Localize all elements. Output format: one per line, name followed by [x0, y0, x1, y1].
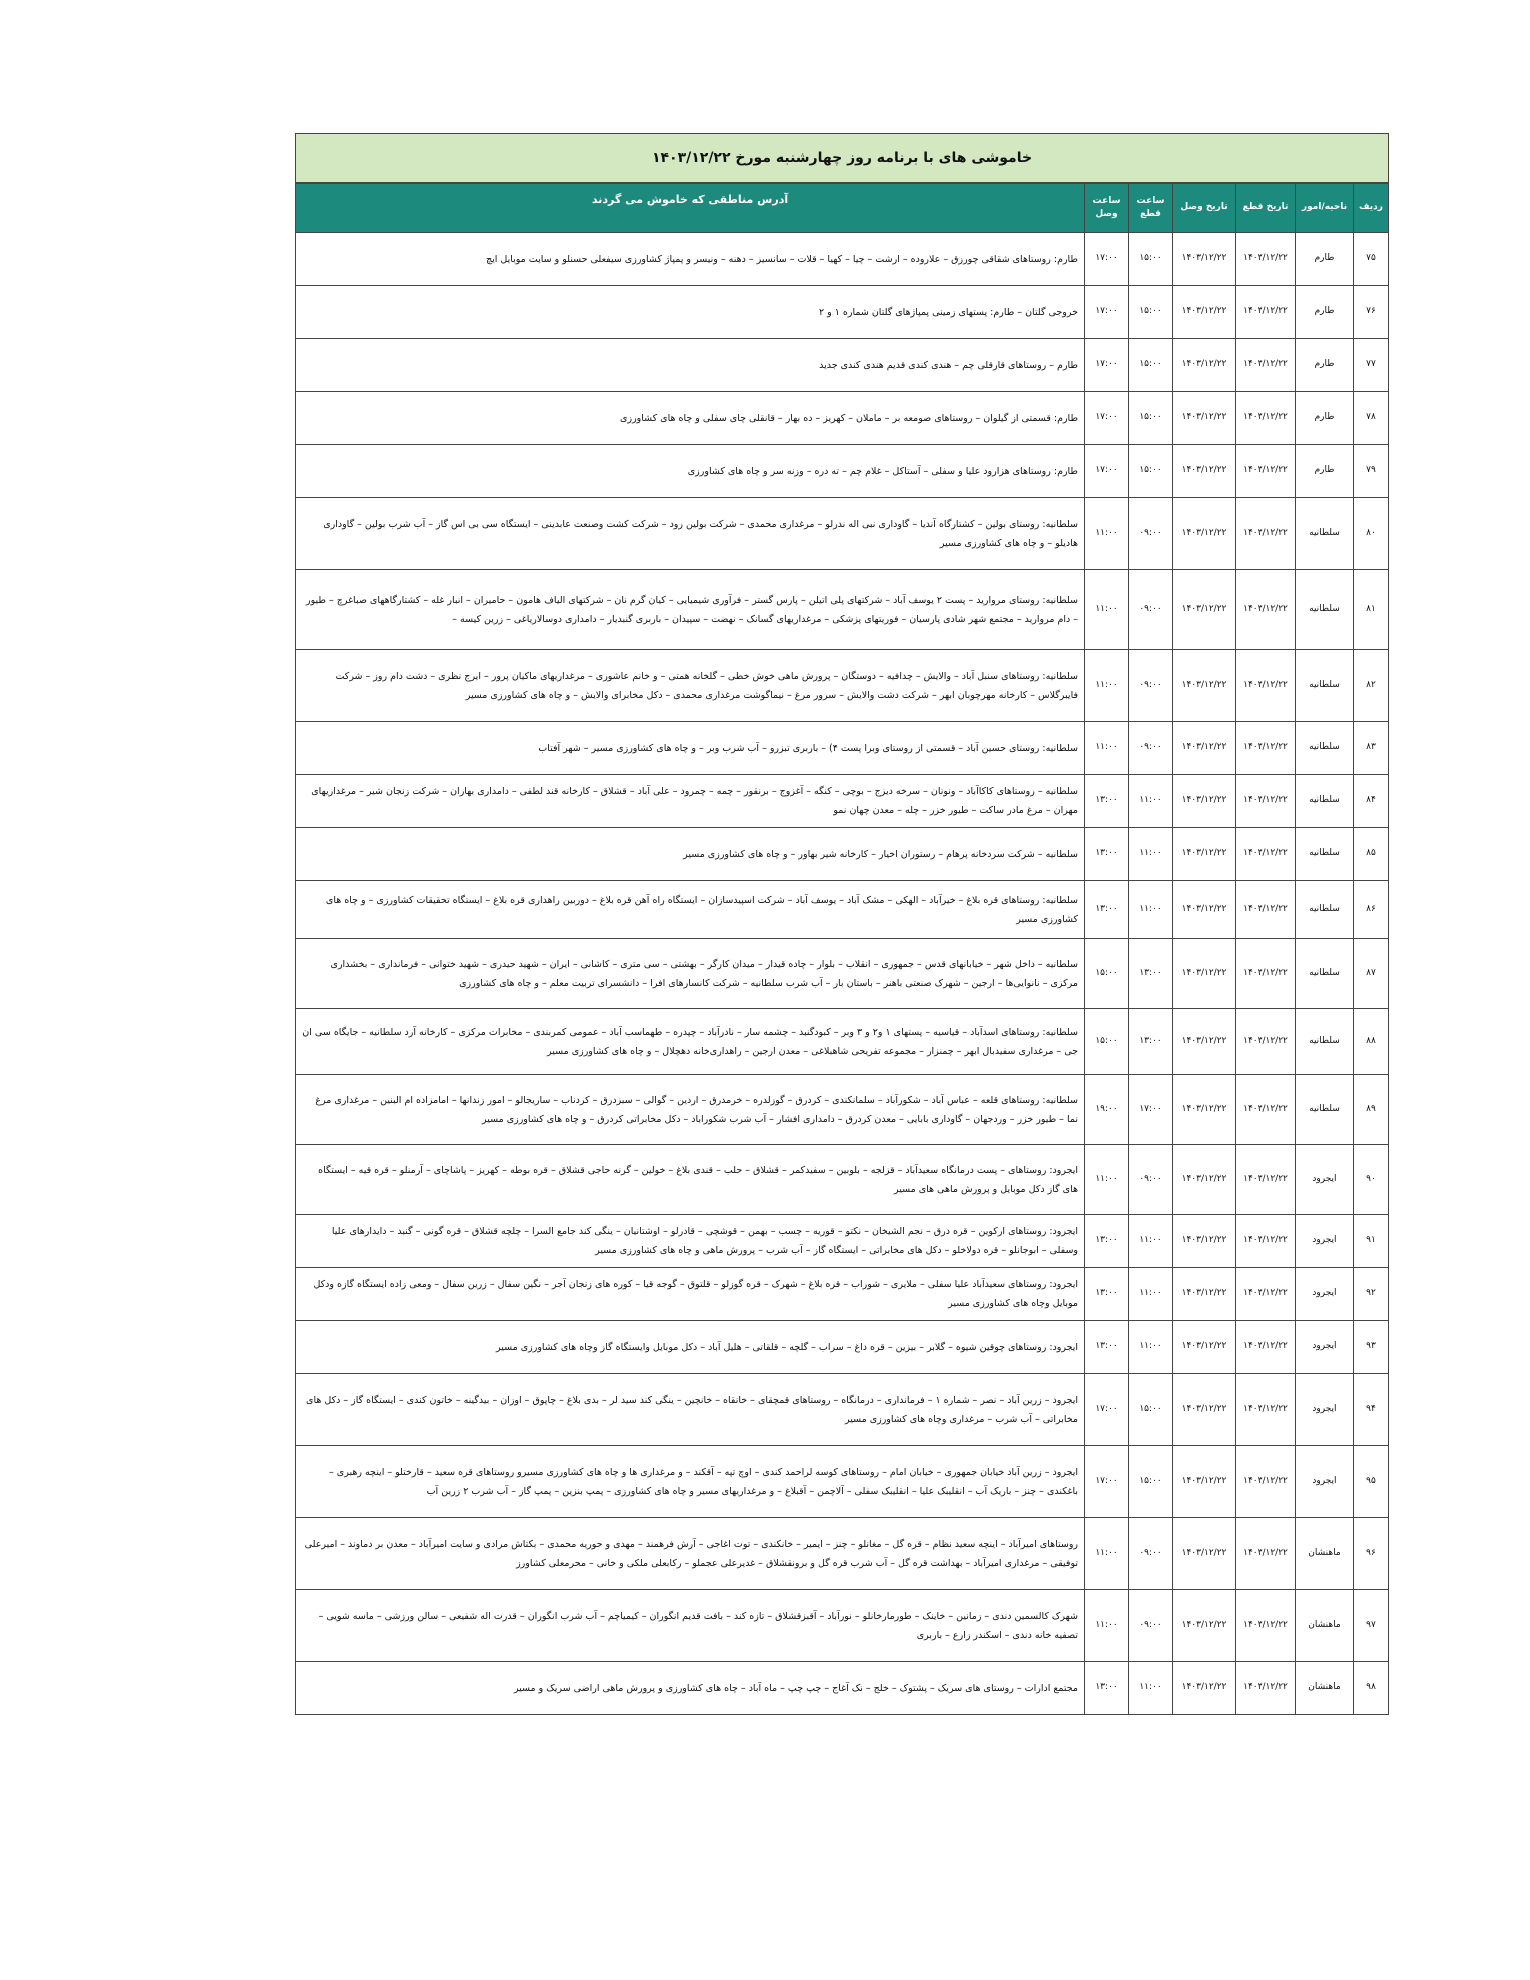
row-connect-date: ۱۴۰۳/۱۲/۲۲	[1173, 1075, 1236, 1145]
row-cut-time: ۱۵:۰۰	[1129, 445, 1173, 498]
row-cut-time: ۱۱:۰۰	[1129, 828, 1173, 881]
row-number: ۸۹	[1354, 1075, 1389, 1145]
row-cut-date: ۱۴۰۳/۱۲/۲۲	[1236, 1662, 1296, 1715]
row-cut-date: ۱۴۰۳/۱۲/۲۲	[1236, 392, 1296, 445]
table-row	[296, 445, 1389, 498]
row-connect-time: ۱۵:۰۰	[1085, 939, 1129, 1009]
row-cut-time: ۱۱:۰۰	[1129, 1321, 1173, 1374]
row-area: سلطانیه	[1296, 1009, 1354, 1075]
row-connect-time: ۱۷:۰۰	[1085, 233, 1129, 286]
row-area: سلطانیه	[1296, 650, 1354, 722]
header-row-number: ردیف	[1354, 184, 1389, 233]
table-row	[296, 1518, 1389, 1590]
row-address: ایجرود: روستاهای چوقین شیوه – گلابر – بیزین – قره داغ – سراب – گلچه – قلقاتی – هلیل آباد – دکل موبایل وایستگاه گاز وچاه های کشاورزی مسیر	[296, 1321, 1085, 1374]
row-connect-time: ۱۳:۰۰	[1085, 1662, 1129, 1715]
row-connect-date: ۱۴۰۳/۱۲/۲۲	[1173, 1009, 1236, 1075]
row-cut-time: ۱۱:۰۰	[1129, 881, 1173, 939]
row-address: ایجرود – زرین آباد خیابان جمهوری – خیابان امام – روستاهای کوسه لراحمد کندی – اوچ تپه – آقکند – و مرغداری ها و چاه های کشاورزی مسیرو روستاهای قره سعید – قارختلو – اینچه رهبری – باغکندی – چنز – باریک آب – انقلیبک علیا – انقلیبک سفلی – آلاچمن – آقبلاغ – و مرغداریهای مسیر و چاه های کشاورزی – پمپ بنزین – پمپ گاز – آب شرب ۲ زرین آب	[296, 1446, 1085, 1518]
row-cut-time: ۱۱:۰۰	[1129, 1662, 1173, 1715]
row-number: ۸۰	[1354, 498, 1389, 570]
row-number: ۷۵	[1354, 233, 1389, 286]
row-cut-date: ۱۴۰۳/۱۲/۲۲	[1236, 775, 1296, 828]
row-cut-time: ۱۱:۰۰	[1129, 1215, 1173, 1268]
row-cut-time: ۰۹:۰۰	[1129, 722, 1173, 775]
row-cut-date: ۱۴۰۳/۱۲/۲۲	[1236, 1518, 1296, 1590]
row-connect-time: ۱۷:۰۰	[1085, 286, 1129, 339]
row-connect-date: ۱۴۰۳/۱۲/۲۲	[1173, 1268, 1236, 1321]
row-connect-time: ۱۷:۰۰	[1085, 1446, 1129, 1518]
row-cut-time: ۰۹:۰۰	[1129, 1145, 1173, 1215]
row-cut-date: ۱۴۰۳/۱۲/۲۲	[1236, 1145, 1296, 1215]
table-row	[296, 286, 1389, 339]
table-row	[296, 233, 1389, 286]
row-cut-date: ۱۴۰۳/۱۲/۲۲	[1236, 1446, 1296, 1518]
row-connect-date: ۱۴۰۳/۱۲/۲۲	[1173, 881, 1236, 939]
row-connect-time: ۱۹:۰۰	[1085, 1075, 1129, 1145]
row-cut-date: ۱۴۰۳/۱۲/۲۲	[1236, 339, 1296, 392]
row-number: ۹۲	[1354, 1268, 1389, 1321]
row-area: سلطانیه	[1296, 570, 1354, 650]
table-row	[296, 775, 1389, 828]
table-row	[296, 650, 1389, 722]
table-row	[296, 939, 1389, 1009]
row-cut-date: ۱۴۰۳/۱۲/۲۲	[1236, 722, 1296, 775]
row-number: ۸۲	[1354, 650, 1389, 722]
table-row	[296, 570, 1389, 650]
row-connect-date: ۱۴۰۳/۱۲/۲۲	[1173, 1374, 1236, 1446]
row-area: سلطانیه	[1296, 828, 1354, 881]
row-area: ایجرود	[1296, 1268, 1354, 1321]
row-cut-time: ۰۹:۰۰	[1129, 1590, 1173, 1662]
row-cut-date: ۱۴۰۳/۱۲/۲۲	[1236, 881, 1296, 939]
row-connect-time: ۱۳:۰۰	[1085, 775, 1129, 828]
row-area: ماهنشان	[1296, 1590, 1354, 1662]
header-connect-date: تاریخ وصل	[1173, 184, 1236, 233]
header-area: ناحیه/امور	[1296, 184, 1354, 233]
row-number: ۹۸	[1354, 1662, 1389, 1715]
table-row	[296, 392, 1389, 445]
row-cut-date: ۱۴۰۳/۱۲/۲۲	[1236, 498, 1296, 570]
row-connect-date: ۱۴۰۳/۱۲/۲۲	[1173, 498, 1236, 570]
row-connect-date: ۱۴۰۳/۱۲/۲۲	[1173, 1446, 1236, 1518]
row-area: طارم	[1296, 392, 1354, 445]
row-address: سلطانیه – داخل شهر – خیابانهای قدس – جمهوری – انقلاب – بلوار – چاده قیدار – میدان کارگر – بهشتی – سی متری – کاشانی – ایران – شهید حیدری – شهید ختوانی – فرمانداری – بخشداری مرکزی – نانوایی‌ها – ارجین – شهرک صنعتی باهنر – باستان بار – آب شرب سلطانیه – شرکت کانسارهای افرا – دانشسرای تربیت معلم – و چاه های کشاورزی	[296, 939, 1085, 1009]
row-address: ایجرود – زرین آباد – نصر – شماره ۱ – فرمانداری – درمانگاه – روستاهای قمچقای – خانقاه – خانچین – ینگی کند سید لر – بدی بلاغ – چاپوق – اوزان – بیدگینه – خاتون کندی – ایستگاه گاز – دکل های مخابراتی – آب شرب – مرغداری وچاه های کشاورزی مسیر	[296, 1374, 1085, 1446]
row-connect-time: ۱۳:۰۰	[1085, 828, 1129, 881]
row-number: ۹۱	[1354, 1215, 1389, 1268]
row-connect-time: ۱۳:۰۰	[1085, 881, 1129, 939]
row-number: ۹۷	[1354, 1590, 1389, 1662]
row-address: ایجرود: روستاهای ارکوین – قره درق – نجم الشیخان – نکتو – قوریه – چسب – بهمن – قوشچی – قادرلو – اوشتانیان – ینگی کند جامع السرا – چلچه قشلاق – قره گونی – گنبد – دایدارهای علیا وسفلی – ابوجانلو – قره دولاخلو – دکل های مخابراتی – ایستگاه گاز – آب شرب – پرورش ماهی و چاه های کشاورزی مسیر	[296, 1215, 1085, 1268]
row-cut-date: ۱۴۰۳/۱۲/۲۲	[1236, 650, 1296, 722]
table-row	[296, 881, 1389, 939]
row-number: ۸۳	[1354, 722, 1389, 775]
row-number: ۸۵	[1354, 828, 1389, 881]
row-address: ایجرود: روستاهای – پست درمانگاه سعیدآباد – قزلجه – بلوبین – سفیدکمر – قشلاق – حلب – قندی بلاغ – خولین – گرنه حاجی قشلاق – قره بوطه – کهریز – پاشاچای – آرمنلو – قره قیه – ایستگاه های گاز دکل موبایل و پرورش ماهی های مسیر	[296, 1145, 1085, 1215]
row-connect-date: ۱۴۰۳/۱۲/۲۲	[1173, 1321, 1236, 1374]
row-cut-date: ۱۴۰۳/۱۲/۲۲	[1236, 1215, 1296, 1268]
row-connect-date: ۱۴۰۳/۱۲/۲۲	[1173, 445, 1236, 498]
row-address: طارم: روستاهای شقاقی چورزق – علاروده – ارشت – چیا – کهیا – قلات – سانسیز – دهنه – ونیسر و پمپاژ کشاورزی سیفعلی حسنلو و سایت موبایل ایچ	[296, 233, 1085, 286]
row-cut-time: ۱۳:۰۰	[1129, 939, 1173, 1009]
row-address: خروجی گلتان – طارم: پستهای زمینی پمپاژهای گلتان شماره ۱ و ۲	[296, 286, 1085, 339]
row-connect-date: ۱۴۰۳/۱۲/۲۲	[1173, 1518, 1236, 1590]
row-number: ۷۶	[1354, 286, 1389, 339]
row-connect-date: ۱۴۰۳/۱۲/۲۲	[1173, 286, 1236, 339]
row-area: طارم	[1296, 233, 1354, 286]
row-area: ایجرود	[1296, 1145, 1354, 1215]
table-row	[296, 1662, 1389, 1715]
row-area: ایجرود	[1296, 1215, 1354, 1268]
row-number: ۷۹	[1354, 445, 1389, 498]
row-connect-date: ۱۴۰۳/۱۲/۲۲	[1173, 339, 1236, 392]
row-address: سلطانیه: روستاهای قلعه – عباس آباد – شکورآباد – سلمانکندی – کردرق – گوزلدره – خرمدرق – اردین – گوالی – سبزدرق – کردناب – ساریجالو – امور زندانها – امامزاده ام البنین – مرغداری مرغ نما – طیور خزر – وردجهان – گاوداری بابایی – معدن کردرق – دامداری افشار – آب شرب شکوراباد – دکل مخابراتی کردرق – و چاه های کشاورزی مسیر	[296, 1075, 1085, 1145]
row-connect-time: ۱۳:۰۰	[1085, 1321, 1129, 1374]
outage-table-sheet	[295, 133, 1389, 1715]
table-row	[296, 339, 1389, 392]
row-cut-time: ۰۹:۰۰	[1129, 570, 1173, 650]
row-connect-date: ۱۴۰۳/۱۲/۲۲	[1173, 1590, 1236, 1662]
row-cut-time: ۱۵:۰۰	[1129, 339, 1173, 392]
row-number: ۸۶	[1354, 881, 1389, 939]
table-header-row	[296, 184, 1389, 233]
row-number: ۹۳	[1354, 1321, 1389, 1374]
row-connect-date: ۱۴۰۳/۱۲/۲۲	[1173, 828, 1236, 881]
row-area: سلطانیه	[1296, 722, 1354, 775]
row-connect-date: ۱۴۰۳/۱۲/۲۲	[1173, 233, 1236, 286]
header-address: آدرس مناطقی که خاموش می گردند	[296, 184, 1085, 233]
row-number: ۸۴	[1354, 775, 1389, 828]
row-address: مجتمع ادارات – روستای های سریک – پشتوک – خلج – نک آغاج – چپ چپ – ماه آباد – چاه های کشاورزی و پرورش ماهی اراضی سریک و مسیر	[296, 1662, 1085, 1715]
table-row	[296, 1009, 1389, 1075]
row-area: سلطانیه	[1296, 939, 1354, 1009]
row-connect-time: ۱۳:۰۰	[1085, 1215, 1129, 1268]
row-address: سلطانیه – شرکت سردخانه پرهام – رستوران اخیار – کارخانه شیر بهاور – و چاه های کشاورزی مسیر	[296, 828, 1085, 881]
row-connect-time: ۱۷:۰۰	[1085, 445, 1129, 498]
table-body	[296, 233, 1389, 1715]
row-cut-time: ۱۵:۰۰	[1129, 392, 1173, 445]
row-address: طارم: روستاهای هزارود علیا و سفلی – آستاکل – غلام چم – ته دره – وزنه سر و چاه های کشاورزی	[296, 445, 1085, 498]
page-title: خاموشی های با برنامه روز چهارشنبه مورخ ۱۴۰۳/۱۲/۲۲	[295, 133, 1389, 183]
row-connect-date: ۱۴۰۳/۱۲/۲۲	[1173, 775, 1236, 828]
row-cut-date: ۱۴۰۳/۱۲/۲۲	[1236, 828, 1296, 881]
row-connect-time: ۱۱:۰۰	[1085, 1590, 1129, 1662]
row-cut-time: ۱۷:۰۰	[1129, 1075, 1173, 1145]
row-cut-time: ۱۱:۰۰	[1129, 775, 1173, 828]
row-connect-time: ۱۵:۰۰	[1085, 1009, 1129, 1075]
row-area: سلطانیه	[1296, 881, 1354, 939]
row-number: ۹۴	[1354, 1374, 1389, 1446]
row-connect-date: ۱۴۰۳/۱۲/۲۲	[1173, 392, 1236, 445]
row-number: ۸۱	[1354, 570, 1389, 650]
table-row	[296, 1268, 1389, 1321]
row-area: طارم	[1296, 286, 1354, 339]
outage-table	[295, 183, 1389, 1715]
row-connect-date: ۱۴۰۳/۱۲/۲۲	[1173, 570, 1236, 650]
row-number: ۹۵	[1354, 1446, 1389, 1518]
row-area: سلطانیه	[1296, 775, 1354, 828]
row-area: ایجرود	[1296, 1321, 1354, 1374]
row-connect-date: ۱۴۰۳/۱۲/۲۲	[1173, 1662, 1236, 1715]
row-cut-date: ۱۴۰۳/۱۲/۲۲	[1236, 1268, 1296, 1321]
row-connect-time: ۱۷:۰۰	[1085, 1374, 1129, 1446]
header-connect-time: ساعت وصل	[1085, 184, 1129, 233]
row-connect-time: ۱۱:۰۰	[1085, 1518, 1129, 1590]
row-area: ماهنشان	[1296, 1518, 1354, 1590]
table-row	[296, 1321, 1389, 1374]
row-connect-time: ۱۷:۰۰	[1085, 392, 1129, 445]
table-row	[296, 1215, 1389, 1268]
row-connect-date: ۱۴۰۳/۱۲/۲۲	[1173, 1215, 1236, 1268]
row-cut-time: ۰۹:۰۰	[1129, 1518, 1173, 1590]
row-cut-time: ۱۵:۰۰	[1129, 286, 1173, 339]
row-address: سلطانیه: روستای مروارید – پست ۲ یوسف آباد – شرکتهای پلی اتیلن – پارس گستر – فرآوری شیمیایی – کیان گرم نان – شرکتهای الیاف هامون – حامیران – انبار غله – کشتارگاههای صباغرچ – طیور – دام مروارید – مجتمع شهر شادی پارسیان – فوریتهای پزشکی – مرغداریهای گسانک – نهضت – سپیدان – باربری گنبدیار – دامداری دوسالاریاغی – زرین کیسه –	[296, 570, 1085, 650]
row-connect-time: ۱۱:۰۰	[1085, 498, 1129, 570]
table-row	[296, 1145, 1389, 1215]
table-row	[296, 1374, 1389, 1446]
table-row	[296, 1446, 1389, 1518]
row-connect-time: ۱۱:۰۰	[1085, 722, 1129, 775]
row-connect-time: ۱۱:۰۰	[1085, 1145, 1129, 1215]
row-cut-time: ۰۹:۰۰	[1129, 498, 1173, 570]
table-row	[296, 1075, 1389, 1145]
row-cut-date: ۱۴۰۳/۱۲/۲۲	[1236, 939, 1296, 1009]
row-connect-date: ۱۴۰۳/۱۲/۲۲	[1173, 722, 1236, 775]
table-row	[296, 828, 1389, 881]
row-connect-date: ۱۴۰۳/۱۲/۲۲	[1173, 939, 1236, 1009]
row-connect-time: ۱۳:۰۰	[1085, 1268, 1129, 1321]
row-cut-date: ۱۴۰۳/۱۲/۲۲	[1236, 286, 1296, 339]
row-address: طارم – روستاهای قارقلی چم – هندی کندی قدیم هندی کندی جدید	[296, 339, 1085, 392]
row-address: روستاهای امیرآباد – اینچه سعید نظام – قره گل – مغانلو – چنز – ایمیر – خانکندی – توت اغاجی – آرش فرهمند – مهدی و حوریه محمدی – بکتاش مرادی و سایت امیرآباد – معدن بر دماوند – امیرعلی توفیقی – مرغداری امیرآباد – بهداشت قره گل – آب شرب قره گل و برونقشلاق – غدیرعلی عجملو – رکابعلی ملکی و خانی – محرمعلی کشاورز	[296, 1518, 1085, 1590]
row-cut-date: ۱۴۰۳/۱۲/۲۲	[1236, 233, 1296, 286]
row-address: شهرک کالسمین دندی – زمانین – خاینک – طورمارخانلو – نورآباد – آقبزقشلاق – تازه کند – بافت قدیم انگوران – کیمیاچم – آب شرب انگوران – قدرت اله شفیعی – سالن ورزشی – ماسه شویی – تصفیه خانه دندی – اسکندر زارع – باربری	[296, 1590, 1085, 1662]
row-area: سلطانیه	[1296, 498, 1354, 570]
table-row	[296, 1590, 1389, 1662]
row-cut-date: ۱۴۰۳/۱۲/۲۲	[1236, 1009, 1296, 1075]
row-address: سلطانیه: روستاهای اسدآباد – قیاسیه – پستهای ۱ و۲ و ۳ وبر – کبودگنبد – چشمه سار – نادرآباد – چپدره – طهماسب آباد – عمومی کمربندی – مخابرات مرکزی – کارخانه آرد سلطانیه – جایگاه سی ان جی – مرغداری سفیدبال ابهر – چمنزار – مجموعه تفریحی شاهبلاغی – معدن ارجین – راهداری‌خانه دهچلال – و چاه های کشاورزی مسیر	[296, 1009, 1085, 1075]
row-address: سلطانیه: روستاهای سنبل آباد – والایش – چدافیه – دوستگان – پرورش ماهی خوش خطی – گلخانه همتی – و خانم عاشوری – مرغداریهای ماکیان پرور – ایرج نظری – دشت دام روز – شرکت فایبرگلاس – کارخانه مهرچوبان ابهر – شرکت دشت والایش – سرور مرغ – نیماگوشت مرغداری محمدی – دکل مخابرای والایش – و چاه های کشاورزی مسیر	[296, 650, 1085, 722]
row-connect-date: ۱۴۰۳/۱۲/۲۲	[1173, 1145, 1236, 1215]
row-address: ایجرود: روستاهای سعیدآباد علیا سفلی – ملایری – شوراب – قره بلاغ – شهرک – قره گوزلو – قلتوق – گوجه قیا – کوره های زنجان آجر – نگین سفال – زرین سفال – ومعی زاده ایستگاه گازه ودکل موبایل وچاه های کشاورزی مسیر	[296, 1268, 1085, 1321]
row-cut-date: ۱۴۰۳/۱۲/۲۲	[1236, 570, 1296, 650]
row-number: ۷۸	[1354, 392, 1389, 445]
row-area: طارم	[1296, 445, 1354, 498]
table-row	[296, 498, 1389, 570]
row-cut-date: ۱۴۰۳/۱۲/۲۲	[1236, 445, 1296, 498]
row-number: ۸۷	[1354, 939, 1389, 1009]
row-address: طارم: قسمتی از گیلوان – روستاهای صومعه بر – ماملان – کهریز – ده بهار – قانقلی چای سفلی و چاه های کشاورزی	[296, 392, 1085, 445]
row-cut-time: ۱۳:۰۰	[1129, 1009, 1173, 1075]
row-address: سلطانیه: روستای حسین آباد – قسمتی از روستای وبرا پست ۴) – باربری تبزرو – آب شرب وبر – و چاه های کشاورزی مسیر – شهر آفتاب	[296, 722, 1085, 775]
row-cut-time: ۱۵:۰۰	[1129, 1446, 1173, 1518]
row-cut-date: ۱۴۰۳/۱۲/۲۲	[1236, 1075, 1296, 1145]
row-connect-date: ۱۴۰۳/۱۲/۲۲	[1173, 650, 1236, 722]
row-cut-time: ۱۱:۰۰	[1129, 1268, 1173, 1321]
row-number: ۹۰	[1354, 1145, 1389, 1215]
row-area: سلطانیه	[1296, 1075, 1354, 1145]
row-number: ۸۸	[1354, 1009, 1389, 1075]
row-area: ماهنشان	[1296, 1662, 1354, 1715]
row-connect-time: ۱۱:۰۰	[1085, 570, 1129, 650]
row-cut-date: ۱۴۰۳/۱۲/۲۲	[1236, 1590, 1296, 1662]
row-connect-time: ۱۷:۰۰	[1085, 339, 1129, 392]
header-cut-date: تاریخ قطع	[1236, 184, 1296, 233]
row-address: سلطانیه: روستاهای قره بلاغ – خیرآباد – الهکی – مشک آباد – یوسف آباد – شرکت اسپیدسازان – ایستگاه راه آهن قره بلاغ – دوربین راهداری قره بلاغ – ایستگاه تحقیقات کشاورزی – و چاه های کشاورزی مسیر	[296, 881, 1085, 939]
header-cut-time: ساعت قطع	[1129, 184, 1173, 233]
row-number: ۹۶	[1354, 1518, 1389, 1590]
row-cut-date: ۱۴۰۳/۱۲/۲۲	[1236, 1321, 1296, 1374]
row-address: سلطانیه – روستاهای کاکاآباد – ونونان – سرخه دیزج – بوچی – کنگه – آغزوج – برنقور – چمه – چمرود – علی آباد – قشلاق – کارخانه قند لطفی – دامداری بهاران – شرکت زنجان شیر – مرغداریهای مهران – مرغ مادر ساکت – طیور خزر – چله – معدن چهان نمو	[296, 775, 1085, 828]
row-cut-date: ۱۴۰۳/۱۲/۲۲	[1236, 1374, 1296, 1446]
row-cut-time: ۱۵:۰۰	[1129, 233, 1173, 286]
row-cut-time: ۰۹:۰۰	[1129, 650, 1173, 722]
row-connect-time: ۱۱:۰۰	[1085, 650, 1129, 722]
row-area: ایجرود	[1296, 1374, 1354, 1446]
table-row	[296, 722, 1389, 775]
row-number: ۷۷	[1354, 339, 1389, 392]
row-address: سلطانیه: روستای بولین – کشتارگاه آندیا – گاوداری نبی اله ندرلو – مرغداری محمدی – شرکت بولین رود – شرکت کشت وصنعت عابدینی – ایستگاه سی بی اس گاز – آب شرب بولین – گاوداری هادیلو – و چاه های کشاورزی مسیر	[296, 498, 1085, 570]
row-area: ایجرود	[1296, 1446, 1354, 1518]
row-area: طارم	[1296, 339, 1354, 392]
row-cut-time: ۱۵:۰۰	[1129, 1374, 1173, 1446]
